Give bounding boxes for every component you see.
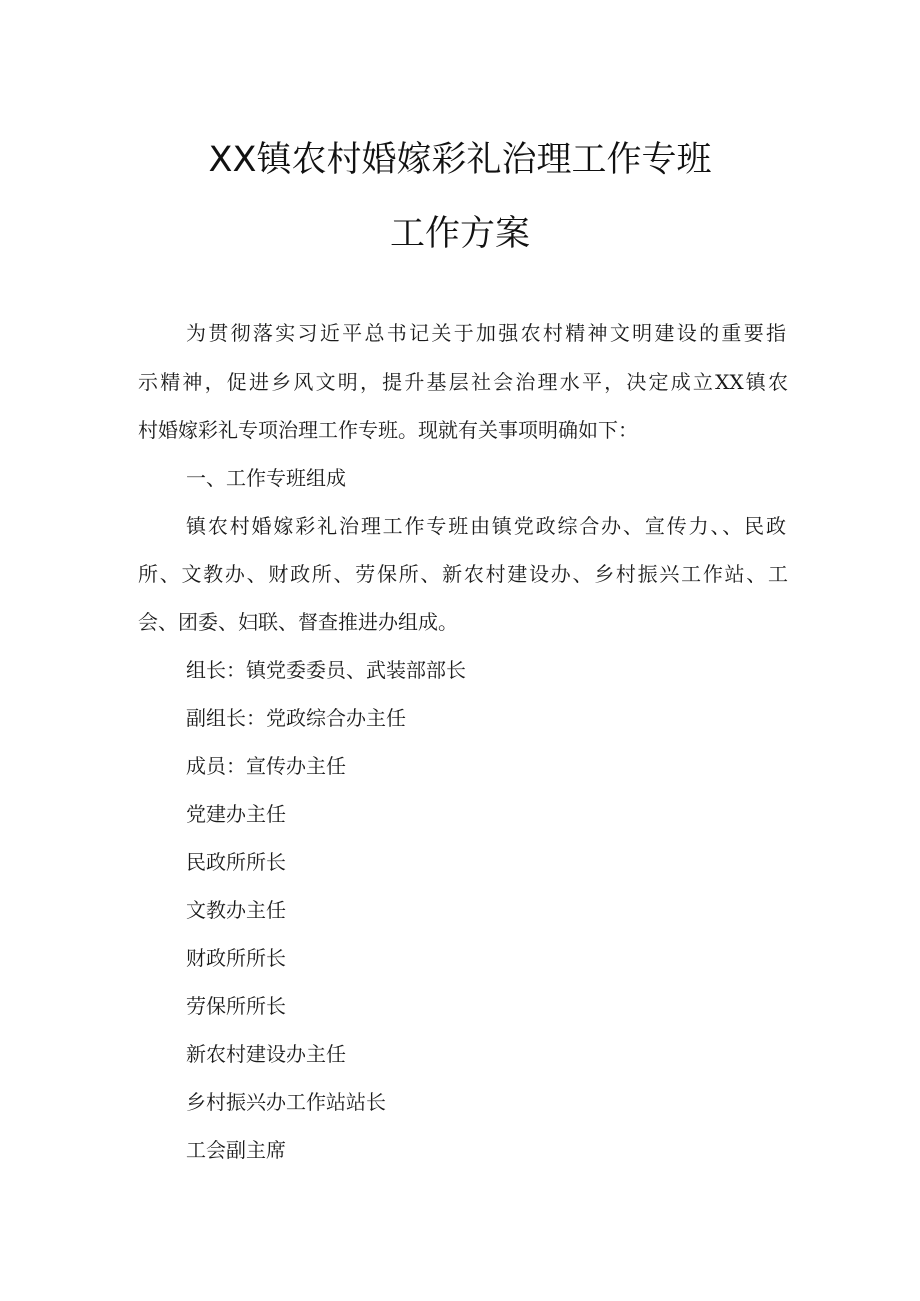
- intro-line-3: 村婚嫁彩礼专项治理工作专班。现就有关事项明确如下：: [138, 418, 638, 442]
- section-paragraph-line-1: 镇农村婚嫁彩礼治理工作专班由镇党政综合办、宣传力、、民政: [186, 514, 786, 538]
- section-paragraph-line-3: 会、团委、妇联、督查推进办组成。: [138, 610, 458, 634]
- roster-member: 工会副主席: [186, 1138, 286, 1162]
- intro-line-1: 为贯彻落实习近平总书记关于加强农村精神文明建设的重要指: [186, 321, 786, 345]
- section-paragraph-line-2: 所、文教办、财政所、劳保所、新农村建设办、乡村振兴工作站、工: [138, 562, 788, 586]
- roster-member: 文教办主任: [186, 898, 286, 922]
- roster-member: 民政所所长: [186, 850, 286, 874]
- intro-line-2: 示精神，促进乡风文明，提升基层社会治理水平，决定成立XX镇农: [138, 370, 788, 394]
- roster-member: 乡村振兴办工作站站长: [186, 1090, 386, 1114]
- roster-member: 劳保所所长: [186, 994, 286, 1018]
- roster-members-label: 成员：宣传办主任: [186, 754, 346, 778]
- roster-member: 财政所所长: [186, 946, 286, 970]
- document-title-line1: XX镇农村婚嫁彩礼治理工作专班: [208, 140, 712, 180]
- roster-deputy: 副组长：党政综合办主任: [186, 706, 406, 730]
- roster-leader: 组长：镇党委委员、武装部部长: [186, 658, 466, 682]
- roster-member: 党建办主任: [186, 802, 286, 826]
- document-title-line2: 工作方案: [389, 214, 530, 254]
- roster-member: 新农村建设办主任: [186, 1042, 346, 1066]
- section-heading-team: 一、工作专班组成: [186, 466, 346, 490]
